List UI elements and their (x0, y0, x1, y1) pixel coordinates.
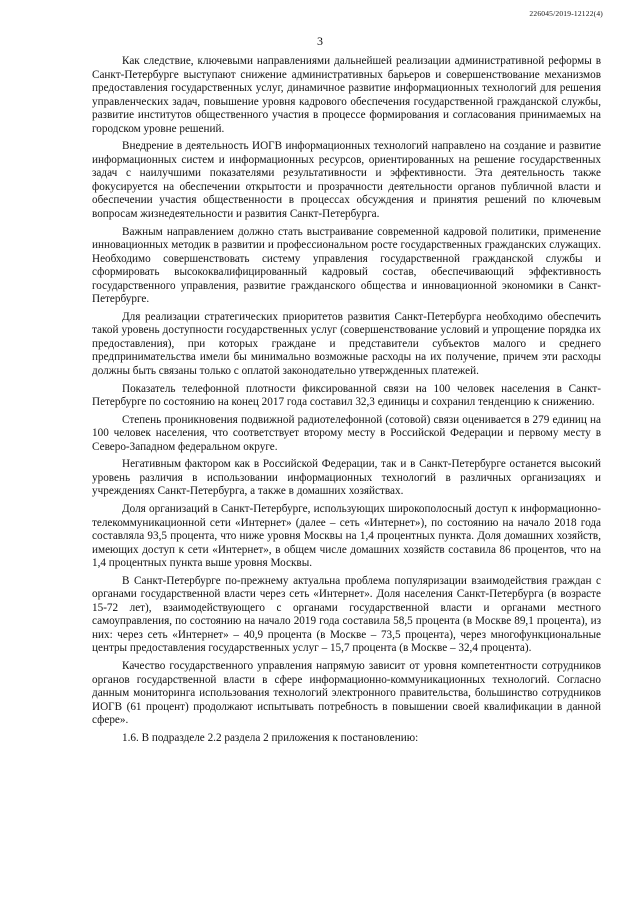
document-body (92, 55, 601, 745)
paragraph-4: Для реализации стратегических приоритетов развития Санкт-Петербурга необходимо обеспечить такой уровень доступности государственных услуг (совершенствование условий и упрощение порядка их предоставления), при которых граждане и представители субъектов малого и среднего предпринимательства имели бы минимально возможные расходы на их получение, причем эти расходы должны быть связаны только с оплатой законодательно утвержденных платежей. (92, 310, 601, 378)
paragraph-7: Негативным фактором как в Российской Федерации, так и в Санкт-Петербурге останется высокий уровень различия в использовании информационных технологий в различных организациях и учреждениях Санкт-Петербурга, а также в домашних хозяйствах. (92, 458, 601, 498)
paragraph-9: В Санкт-Петербурге по-прежнему актуальна проблема популяризации взаимодействия граждан с органами государственной власти через сеть «Интернет». Доля населения Санкт-Петербурга (в возрасте 15-72 лет), взаимодействующего с органами государственной власти и органами местного самоуправления, по состоянию на начало 2019 года составила 58,5 процента (в Москве 89,1 процента), из них: через сеть «Интернет» – 40,9 процента (в Москве – 73,5 процента), через многофункциональные центры предоставления государственных услуг – 15,7 процента (в Москве – 32,4 процента). (92, 574, 601, 655)
page-number: 3 (317, 34, 323, 48)
document-id: 226045/2019-12122(4) (529, 9, 603, 18)
paragraph-1: Как следствие, ключевыми направлениями дальнейшей реализации административной реформы в Санкт-Петербурге выступают снижение административных барьеров и совершенствование механизмов предоставления государственных услуг, динамичное развитие информационных технологий для решения управленческих задач, повышение уровня кадрового обеспечения государственной гражданской службы, развитие институтов общественного участия в процессе формирования и согласования принимаемых на городском уровне решений. (92, 55, 601, 135)
paragraph-2: Внедрение в деятельность ИОГВ информационных технологий направлено на создание и развитие информационных систем и информационных ресурсов, ориентированных на решение государственных задач с наилучшими показателями результативности и эффективности. Эта деятельность также фокусируется на обеспечении открытости и прозрачности деятельности органов публичной власти и обеспечении участия общественности в процессах обсуждения и принятия решений по ключевым вопросам жизнедеятельности и развития Санкт-Петербурга. (92, 140, 601, 221)
paragraph-3: Важным направлением должно стать выстраивание современной кадровой политики, применение инновационных методик в развитии и профессиональном росте государственных гражданских служащих. Необходимо совершенствовать систему управления государственной гражданской службы и сформировать высококвалифицированный кадровый состав, обеспечивающий эффективность государственного управления, развитие гражданского общества и инновационной экономики в Санкт-Петербурге. (92, 225, 601, 306)
paragraph-6: Степень проникновения подвижной радиотелефонной (сотовой) связи оценивается в 279 единиц на 100 человек населения, что соответствует второму месту в Российской Федерации и первому месту в Северо-Западном федеральном округе. (92, 413, 601, 453)
paragraph-10: Качество государственного управления напрямую зависит от уровня компетентности сотрудников органов государственной власти в сфере информационно-коммуникационных технологий. Согласно данным мониторинга использования технологий электронного правительства, большинство сотрудников ИОГВ (61 процент) продолжают испытывать потребность в повышении своей квалификации в данной сфере». (92, 659, 601, 727)
paragraph-5: Показатель телефонной плотности фиксированной связи на 100 человек населения в Санкт-Петербурге по состоянию на конец 2017 года составил 32,3 единицы и сохранил тенденцию к снижению. (92, 382, 601, 409)
paragraph-11: 1.6. В подразделе 2.2 раздела 2 приложения к постановлению: (122, 731, 419, 744)
paragraph-8: Доля организаций в Санкт-Петербурге, использующих широкополосный доступ к информационно-телекоммуникационной сети «Интернет» (далее – сеть «Интернет»), по состоянию на начало 2018 года составляла 93,5 процента, что ниже уровня Москвы на 1,4 процентных пункта. Доля домашних хозяйств, имеющих доступ к сети «Интернет», в общем числе домашних хозяйств составила 86 процентов, что на 1,4 процентных пункта выше уровня Москвы. (92, 502, 601, 570)
